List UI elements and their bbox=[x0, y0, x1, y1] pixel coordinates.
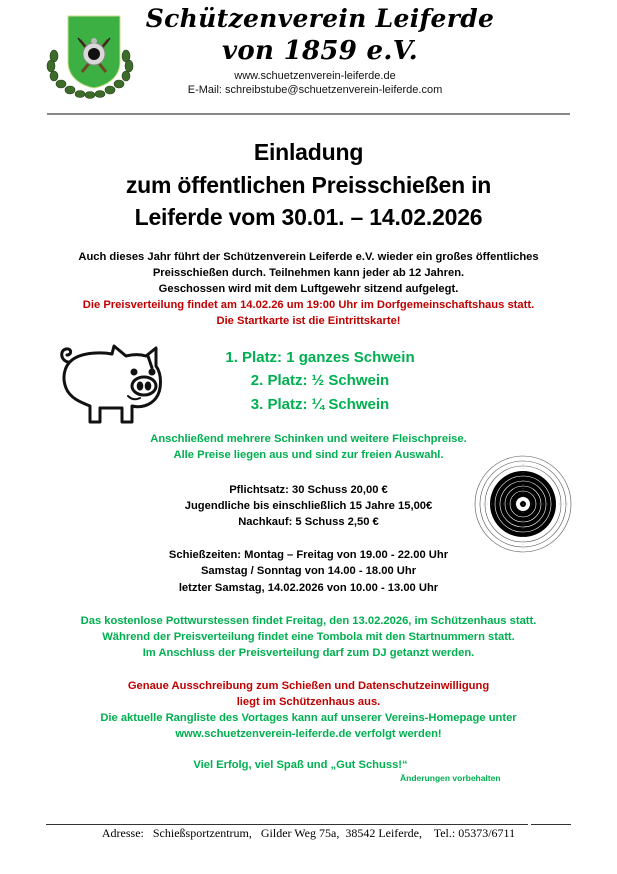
info-line: Genaue Ausschreibung zum Schießen und Datenschutzeinwilligung bbox=[127, 680, 490, 692]
footer-address: Adresse: Schießsportzentrum, Gilder Weg 75a, 38542 Leiferde, Tel.: 05373/6711 bbox=[101, 826, 516, 840]
intro-line: Auch dieses Jahr führt der Schützenverein Leiferde e.V. wieder ein großes öffentliches bbox=[78, 251, 539, 263]
pricing-line: Nachkauf: 5 Schuss 2,50 € bbox=[238, 516, 379, 528]
more-prizes-line: Anschließend mehrere Schinken und weitere Fleischpreise. bbox=[150, 433, 467, 445]
page-title: Einladung bbox=[253, 139, 364, 165]
ticket-notice: Die Startkarte ist die Eintrittskarte! bbox=[216, 315, 401, 327]
event-line: Das kostenlose Pottwurstessen findet Freitag, den 13.02.2026, im Schützenhaus statt. bbox=[80, 615, 537, 627]
club-founding: von 1859 e.V. bbox=[222, 36, 418, 66]
event-line: Im Anschluss der Preisverteilung darf zum DJ getanzt werden. bbox=[142, 647, 475, 659]
award-notice: Die Preisverteilung findet am 14.02.26 um 19:00 Uhr im Dorfgemeinschaftshaus statt. bbox=[82, 299, 535, 311]
pig-icon bbox=[52, 340, 164, 428]
email-link[interactable]: E-Mail: schreibstube@schuetzenverein-leiferde.com bbox=[187, 84, 443, 96]
more-prizes-line: Alle Preise liegen aus und sind zur freien Auswahl. bbox=[173, 449, 444, 461]
club-name: Schützenverein Leiferde bbox=[145, 4, 495, 33]
closing-wish: Viel Erfolg, viel Spaß und „Gut Schuss!“ bbox=[193, 759, 408, 771]
intro-line: Geschossen wird mit dem Luftgewehr sitzend aufgelegt. bbox=[158, 283, 459, 295]
schedule-line: letzter Samstag, 14.02.2026 von 10.00 - 13.00 Uhr bbox=[178, 582, 439, 594]
header-divider bbox=[47, 113, 570, 115]
ranking-url-link[interactable]: www.schuetzenverein-leiferde.de verfolgt werden! bbox=[175, 728, 442, 740]
prize-third: 3. Platz: ¼ Schwein bbox=[250, 396, 390, 413]
prize-first: 1. Platz: 1 ganzes Schwein bbox=[225, 349, 415, 366]
club-crest-icon bbox=[40, 10, 140, 100]
disclaimer: Änderungen vorbehalten bbox=[400, 773, 501, 783]
ranking-info-line: Die aktuelle Rangliste des Vortages kann auf unserer Vereins-Homepage unter bbox=[100, 712, 517, 724]
schedule-line: Samstag / Sonntag von 14.00 - 18.00 Uhr bbox=[200, 565, 417, 577]
intro-line: Preisschießen durch. Teilnehmen kann jeder ab 12 Jahren. bbox=[152, 267, 465, 279]
footer-divider bbox=[46, 824, 528, 825]
page-subtitle-line2: Leiferde vom 30.01. – 14.02.2026 bbox=[134, 204, 483, 230]
event-line: Während der Preisverteilung findet eine Tombola mit den Startnummern statt. bbox=[102, 631, 515, 643]
pricing-line: Jugendliche bis einschließlich 15 Jahre 15,00€ bbox=[184, 500, 433, 512]
website-link[interactable]: www.schuetzenverein-leiferde.de bbox=[234, 70, 396, 82]
info-line: liegt im Schützenhaus aus. bbox=[236, 696, 381, 708]
schedule-line: Schießzeiten: Montag – Freitag von 19.00 - 22.00 Uhr bbox=[168, 549, 449, 561]
footer-divider bbox=[531, 824, 571, 825]
page-subtitle-line1: zum öffentlichen Preisschießen in bbox=[125, 172, 492, 198]
pricing-line: Pflichtsatz: 30 Schuss 20,00 € bbox=[229, 484, 388, 496]
prize-second: 2. Platz: ½ Schwein bbox=[250, 372, 390, 389]
